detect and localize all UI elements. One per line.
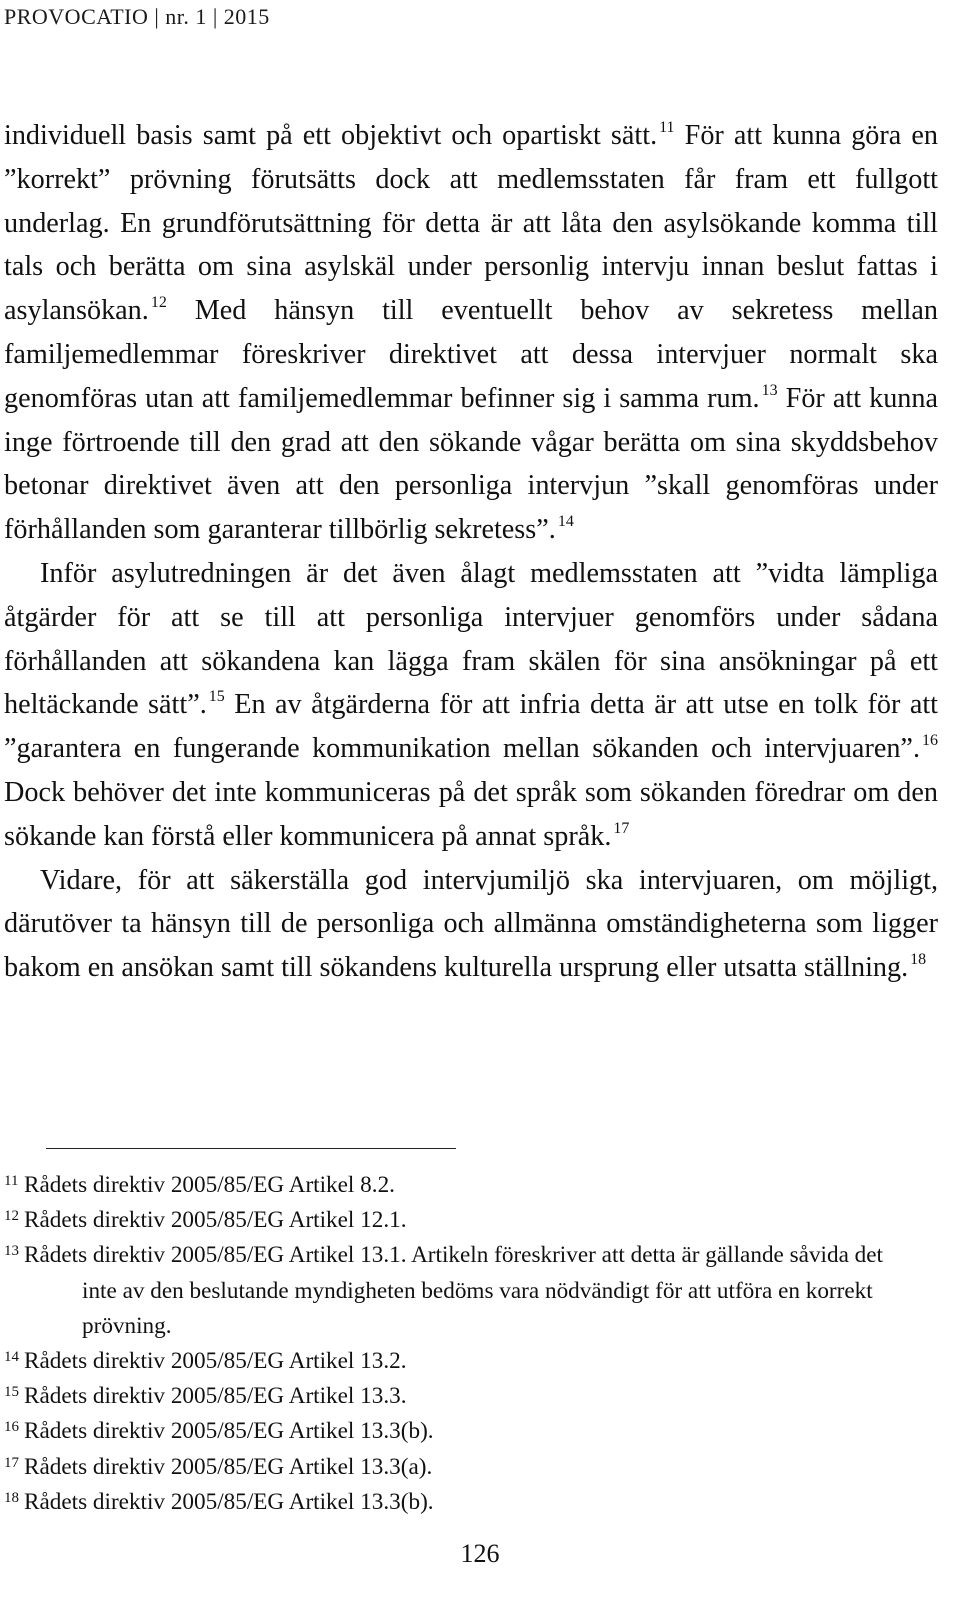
footnote-ref[interactable]: 12 [150, 294, 167, 312]
footnote-item: 13 Rådets direktiv 2005/85/EG Artikel 13.1. Artikeln föreskriver att detta är gällande såvida det inte av den beslutande myndigheten bedöms vara nödvändigt för att utföra en korrekt prövning. [4, 1242, 883, 1339]
footnote-text: Rådets direktiv 2005/85/EG Artikel 8.2. [24, 1172, 395, 1198]
footnote-text: Rådets direktiv 2005/85/EG Artikel 13.3(b). [24, 1418, 434, 1445]
footnote-item: 18 Rådets direktiv 2005/85/EG Artikel 13.3(b). [4, 1488, 434, 1515]
text-segment: För att kunna göra en ”korrekt” prövning förutsätts dock att medlemsstaten får fram ett fullgott underlag. En grundförutsättning för detta är att låta den asylsökande komma till tals och berätta om sina asylskäl under personlig intervju innan beslut fattas i asylansökan. [4, 120, 938, 327]
footnote-text: Rådets direktiv 2005/85/EG Artikel 13.1. Artikeln föreskriver att detta är gällande såvida det inte av den beslutande myndigheten bedöms vara nödvändigt för att utföra en korrekt prövning. [24, 1242, 883, 1339]
footnote-text: Rådets direktiv 2005/85/EG Artikel 13.2. [24, 1348, 407, 1375]
footnote-text: Rådets direktiv 2005/85/EG Artikel 13.3(b). [24, 1488, 434, 1515]
footnote-ref[interactable]: 16 [922, 732, 938, 750]
footnote-item: 16 Rådets direktiv 2005/85/EG Artikel 13.3(b). [4, 1418, 434, 1445]
text-segment: Vidare, för att säkerställa god intervjumiljö ska intervjuaren, om möjligt, därutöver ta hänsyn till de personliga och allmänna omständigheterna som ligger bakom en ansökan samt till sökandens kulturella ursprung eller utsatta ställning. [4, 864, 938, 984]
footnote-separator [46, 1148, 456, 1149]
text-segment: En av åtgärderna för att infria detta är att utse en tolk för att ”garantera en fungerande kommunikation mellan sökanden och intervjuaren”. [4, 689, 938, 765]
footnote-item: 12 Rådets direktiv 2005/85/EG Artikel 12.1. [4, 1207, 407, 1234]
article-body [4, 114, 938, 990]
footnote-text: Rådets direktiv 2005/85/EG Artikel 13.3. [24, 1383, 407, 1410]
text-segment: Dock behöver det inte kommuniceras på det språk som sökanden föredrar om den sökande kan förstå eller kommunicera på annat språk. [4, 776, 938, 852]
paragraph [4, 859, 938, 990]
text-segment: individuell basis samt på ett objektivt och opartiskt sätt. [4, 120, 658, 151]
paragraph [4, 552, 938, 859]
text-segment: För att kunna inge förtroende till den grad att den sökande vågar berätta om sina skyddsbehov betonar direktivet även att den personliga intervjun ”skall genomföras under förhållanden som garanterar tillbörlig sekretess”. [4, 382, 938, 546]
footnote-ref[interactable]: 17 [613, 819, 630, 837]
footnote-text: Rådets direktiv 2005/85/EG Artikel 13.3(a). [24, 1453, 433, 1480]
footnote-item: 14 Rådets direktiv 2005/85/EG Artikel 13.2. [4, 1348, 407, 1375]
footnote-ref[interactable]: 13 [761, 381, 778, 399]
footnote-ref[interactable]: 14 [557, 513, 574, 531]
footnote-ref[interactable]: 15 [208, 688, 225, 706]
footnote-item: 15 Rådets direktiv 2005/85/EG Artikel 13.3. [4, 1383, 407, 1410]
footnote-ref[interactable]: 11 [659, 119, 675, 136]
footnote-text: Rådets direktiv 2005/85/EG Artikel 12.1. [24, 1207, 407, 1234]
running-header: PROVOCATIO | nr. 1 | 2015 [4, 4, 270, 29]
footnote-item: 17 Rådets direktiv 2005/85/EG Artikel 13.3(a). [4, 1453, 433, 1480]
text-segment: Med hänsyn till eventuellt behov av sekretess mellan familjemedlemmar föreskriver direktivet att dessa intervjuer normalt ska genomföras utan att familjemedlemmar befinner sig i samma rum. [4, 295, 938, 414]
text-segment: Inför asylutredningen är det även ålagt medlemsstaten att ”vidta lämpliga åtgärder för att se till att personliga intervjuer genomförs under sådana förhållanden att sökandena kan lägga fram skälen för sina ansökningar på ett heltäckande sätt”. [4, 557, 938, 721]
page-number: 126 [460, 1539, 500, 1568]
footnote-list [4, 1168, 904, 1520]
footnote-ref[interactable]: 18 [910, 951, 927, 969]
footnote-item: 11 Rådets direktiv 2005/85/EG Artikel 8.2. [4, 1172, 395, 1198]
paragraph [4, 114, 938, 552]
